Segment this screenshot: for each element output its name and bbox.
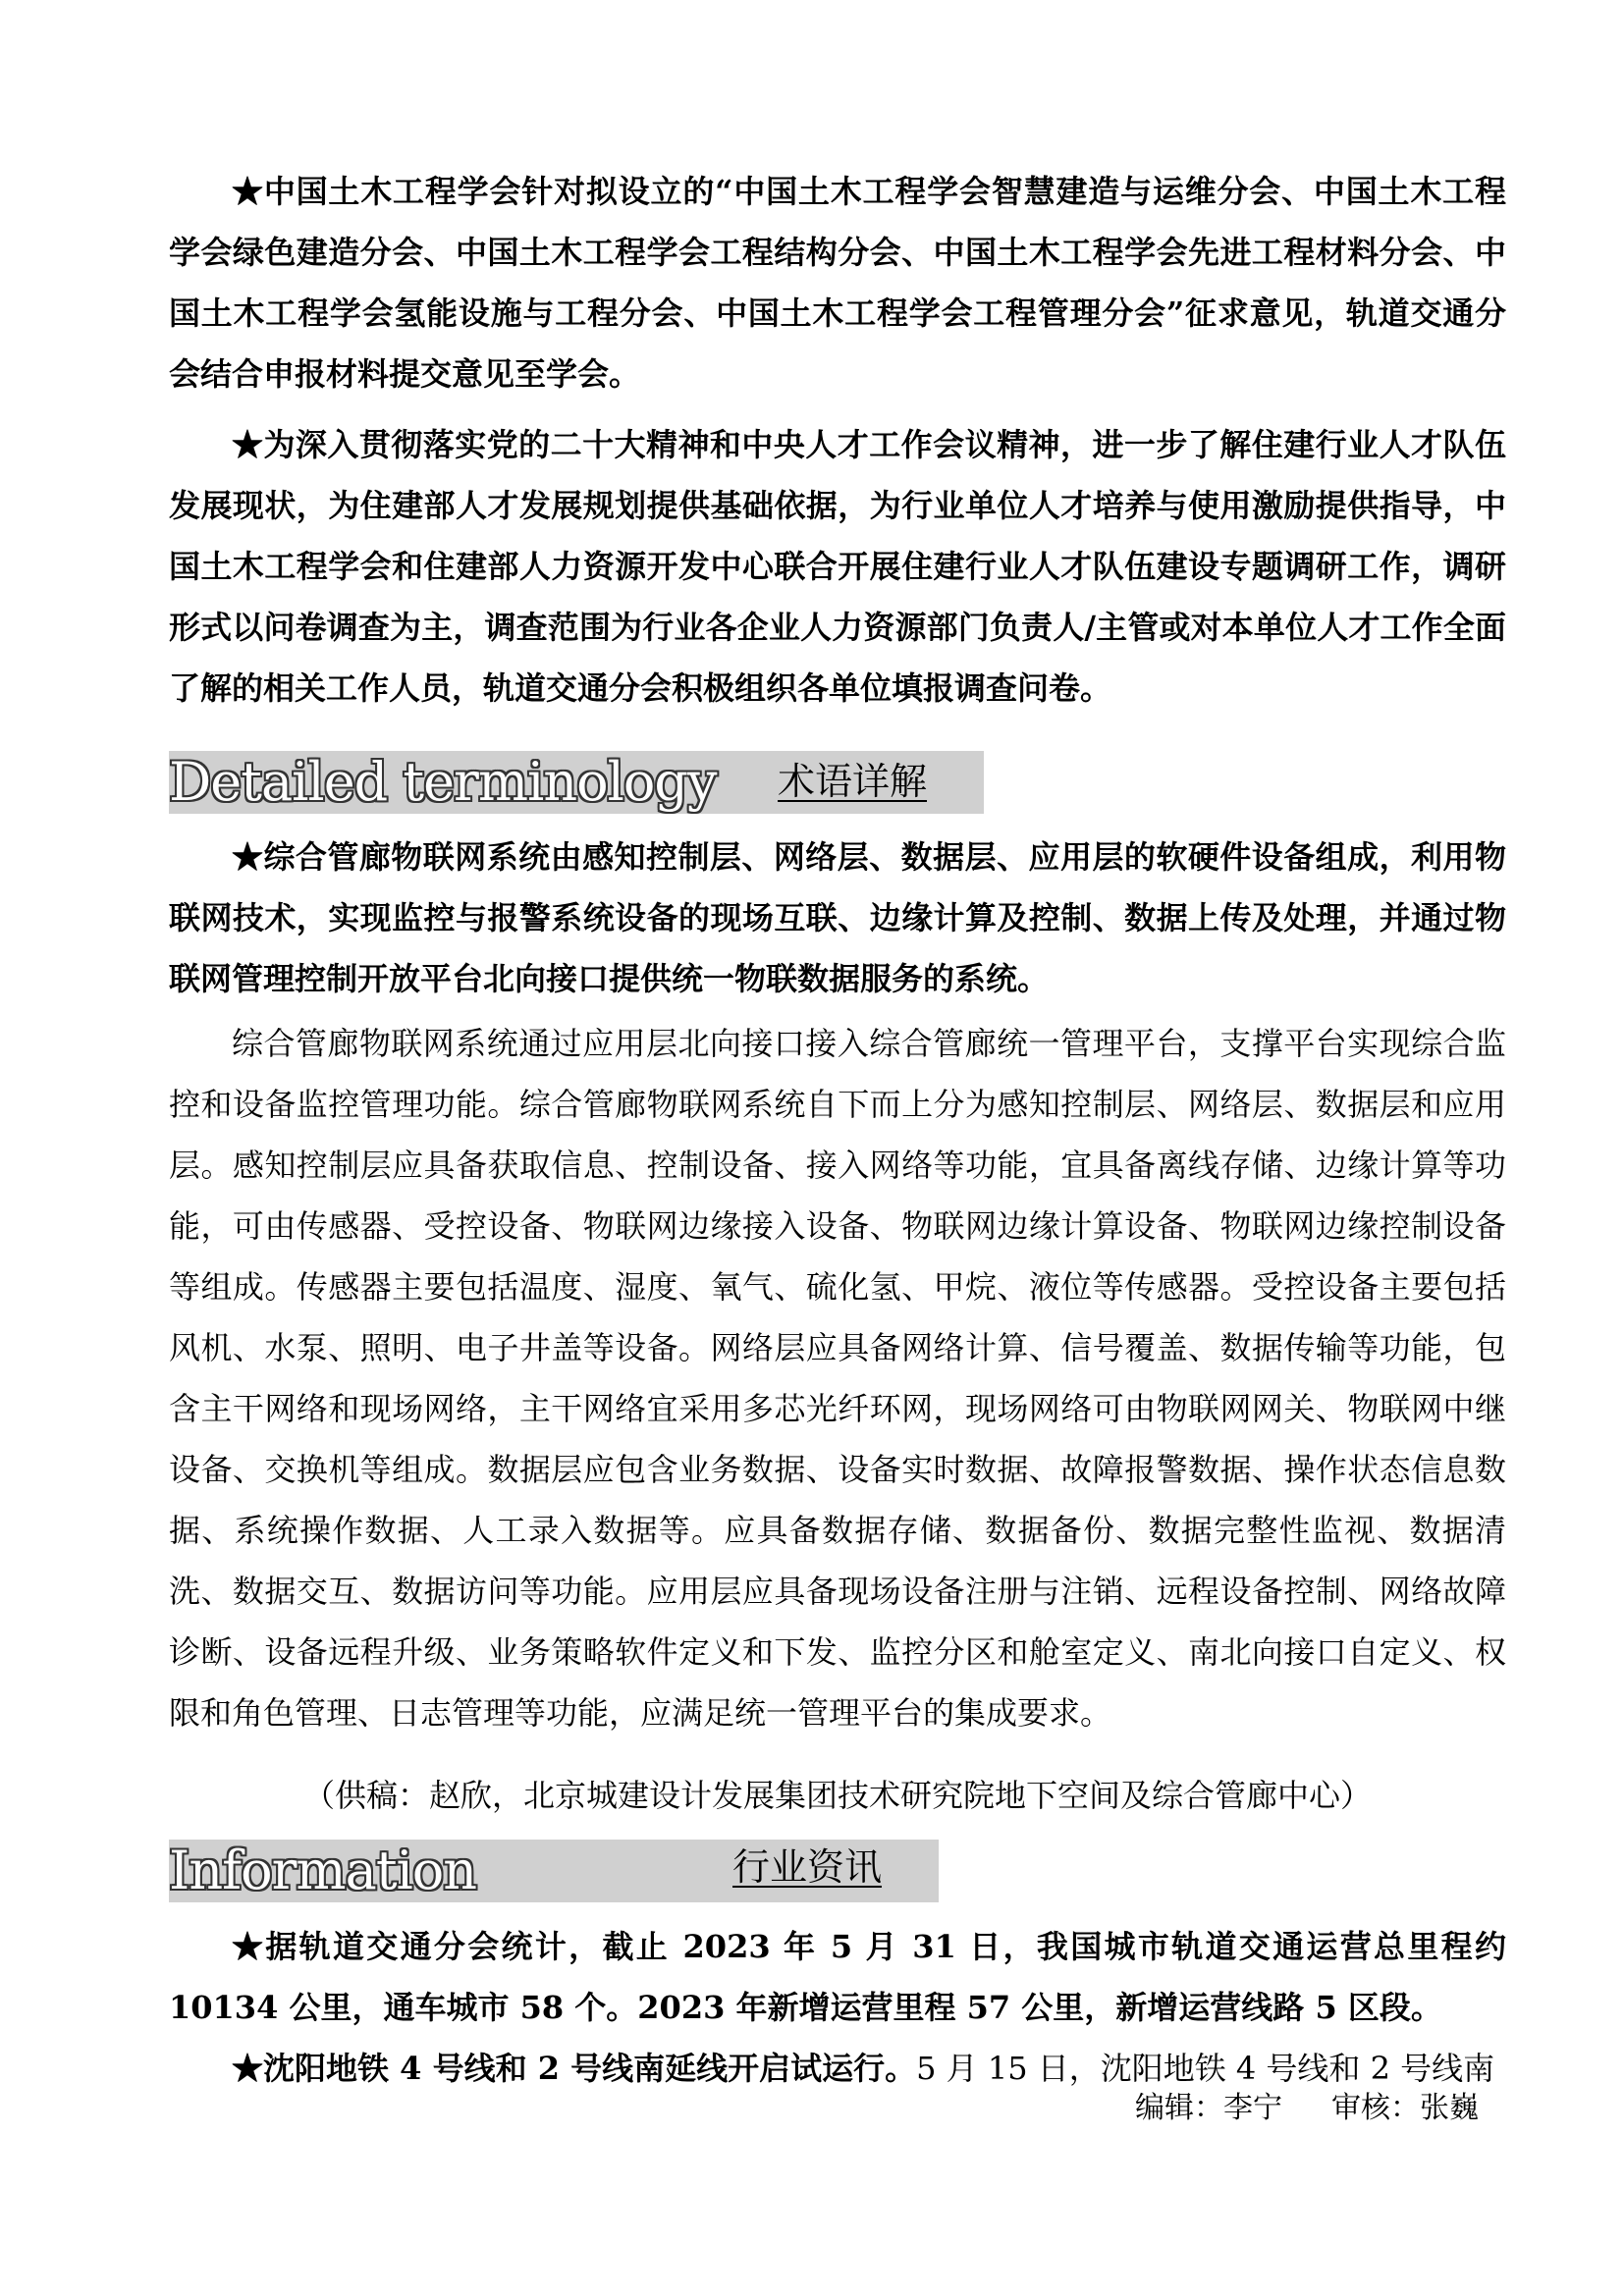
information-item-1 <box>169 1916 1506 2038</box>
information-title-cn: 行业资讯 <box>732 1845 883 1889</box>
terminology-title-cn: 术语详解 <box>778 760 928 803</box>
news-paragraph-1-text: 中国土木工程学会针对拟设立的“中国土木工程学会智慧建造与运维分会、中国土木工程学会绿色建造分会、中国土木工程学会工程结构分会、中国土木工程学会先进工程材料分会、中国土木工程学会氢能设施与工程分会、中国土木工程学会工程管理分会”征求意见，轨道交通分会结合申报材料提交意见至学会。 <box>169 173 1506 393</box>
star-icon: ★ <box>232 426 264 463</box>
terminology-lead-text: 综合管廊物联网系统由感知控制层、网络层、数据层、应用层的软硬件设备组成，利用物联网技术，实现监控与报警系统设备的现场互联、边缘计算及控制、数据上传及处理，并通过物联网管理控制开放平台北向接口提供统一物联数据服务的系统。 <box>169 838 1506 997</box>
news-paragraph-2-text: 为深入贯彻落实党的二十大精神和中央人才工作会议精神，进一步了解住建行业人才队伍发展现状，为住建部人才发展规划提供基础依据，为行业单位人才培养与使用激励提供指导，中国土木工程学会和住建部人力资源开发中心联合开展住建行业人才队伍建设专题调研工作，调研形式以问卷调查为主，调查范围为行业各企业人力资源部门负责人/主管或对本单位人才工作全面了解的相关工作人员，轨道交通分会积极组织各单位填报调查问卷。 <box>169 426 1506 707</box>
information-item-2-headline: 沈阳地铁 4 号线和 2 号线南延线开启试运行。 <box>263 2050 917 2087</box>
page-footer <box>1135 2089 1479 2128</box>
terminology-title-en: Detailed terminology <box>169 751 717 813</box>
information-title-en: Information <box>169 1840 477 1901</box>
terminology-credit: （供稿：赵欣，北京城建设计发展集团技术研究院地下空间及综合管廊中心） <box>302 1777 1372 1814</box>
star-icon: ★ <box>232 173 264 210</box>
news-paragraph-2 <box>169 414 1506 719</box>
star-icon: ★ <box>232 838 264 876</box>
footer-reviewer: 审核：张巍 <box>1331 2091 1479 2125</box>
terminology-lead <box>169 827 1506 1009</box>
star-icon: ★ <box>232 2050 264 2087</box>
news-paragraph-1 <box>169 161 1506 404</box>
terminology-body: 综合管廊物联网系统通过应用层北向接口接入综合管廊统一管理平台，支撑平台实现综合监控和设备监控管理功能。综合管廊物联网系统自下而上分为感知控制层、网络层、数据层和应用层。感知控制层应具备获取信息、控制设备、接入网络等功能，宜具备离线存储、边缘计算等功能，可由传感器、受控设备、物联网边缘接入设备、物联网边缘计算设备、物联网边缘控制设备等组成。传感器主要包括温度、湿度、氧气、硫化氢、甲烷、液位等传感器。受控设备主要包括风机、水泵、照明、电子井盖等设备。网络层应具备网络计算、信号覆盖、数据传输等功能，包含主干网络和现场网络，主干网络宜采用多芯光纤环网，现场网络可由物联网网关、物联网中继设备、交换机等组成。数据层应包含业务数据、设备实时数据、故障报警数据、操作状态信息数据、系统操作数据、人工录入数据等。应具备数据存储、数据备份、数据完整性监视、数据清洗、数据交互、数据访问等功能。应用层应具备现场设备注册与注销、远程设备控制、网络故障诊断、设备远程升级、业务策略软件定义和下发、监控分区和舱室定义、南北向接口自定义、权限和角色管理、日志管理等功能，应满足统一管理平台的集成要求。 <box>169 1025 1506 1732</box>
star-icon: ★ <box>232 1928 266 1965</box>
information-item-2-text: 5 月 15 日，沈阳地铁 4 号线和 2 号线南 <box>916 2050 1495 2087</box>
footer-editor: 编辑：李宁 <box>1135 2091 1282 2125</box>
information-item-1-text: 据轨道交通分会统计，截止 2023 年 5 月 31 日，我国城市轨道交通运营总里程约 10134 公里，通车城市 58 个。2023 年新增运营里程 57 公里，新增运营线路 5 区段。 <box>169 1928 1506 2026</box>
